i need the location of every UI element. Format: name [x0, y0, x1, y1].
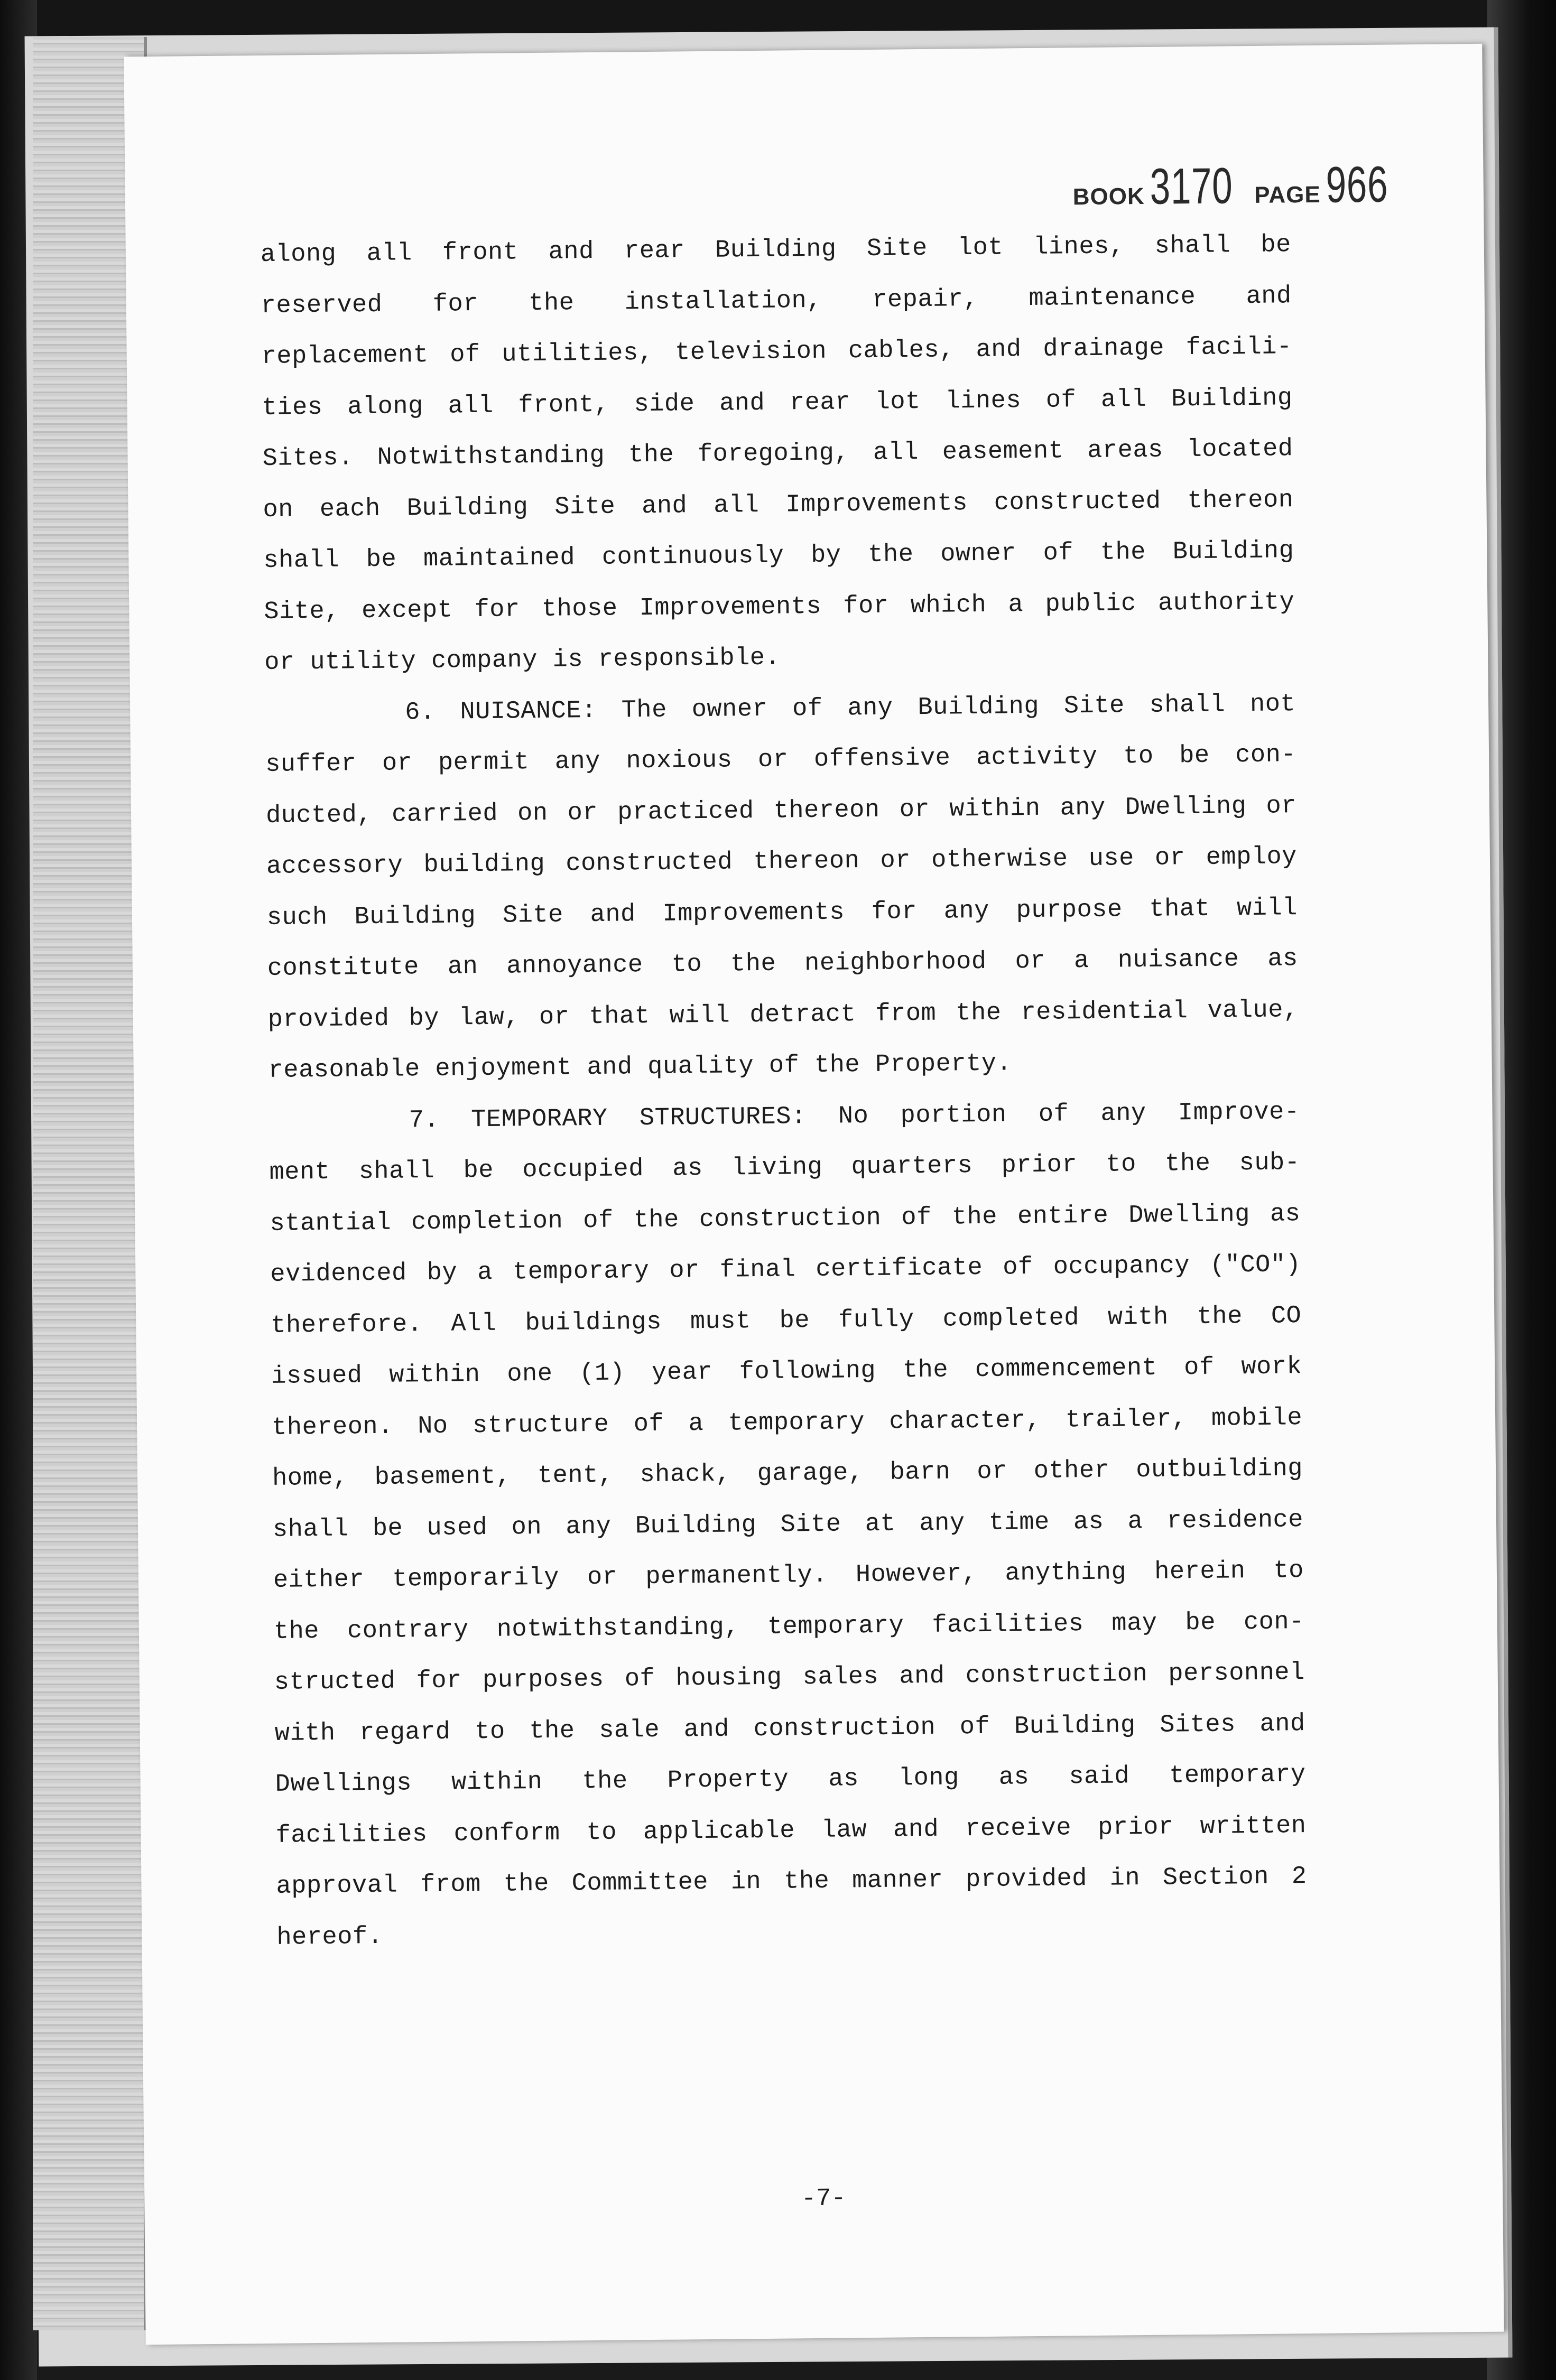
page-label: PAGE — [1254, 181, 1321, 208]
text-line: ties along all front, side and rear lot lines of all Building — [262, 384, 1293, 422]
section-heading-temporary-structures: 7. TEMPORARY STRUCTURES: No portion of any Improve- — [409, 1098, 1300, 1135]
text-line: reasonable enjoyment and quality of the Property. — [268, 1049, 1012, 1085]
text-line: Dwellings within the Property as long as said temporary — [275, 1761, 1306, 1799]
text-line: ducted, carried on or practiced thereon or within any Dwelling or — [265, 792, 1297, 830]
text-line: ment shall be occupied as living quarters prior to the sub- — [269, 1149, 1300, 1187]
text-line: either temporarily or permanently. However, anything herein to — [273, 1557, 1304, 1595]
text-line: reserved for the installation, repair, maintenance and — [261, 282, 1292, 320]
document-page — [124, 44, 1504, 2345]
text-line: along all front and rear Building Site lot lines, shall be — [260, 231, 1292, 269]
section-heading-nuisance: 6. NUISANCE: The owner of any Building Site shall not — [404, 690, 1296, 727]
text-line: suffer or permit any noxious or offensive activity to be con- — [265, 741, 1296, 779]
text-line: therefore. All buildings must be fully completed with the CO — [271, 1301, 1302, 1340]
text-line: constitute an annoyance to the neighborhood or a nuisance as — [267, 945, 1299, 983]
book-number: 3170 — [1150, 157, 1233, 215]
page-number: -7- — [801, 2184, 846, 2214]
text-line: structed for purposes of housing sales and construction personnel — [274, 1659, 1305, 1697]
text-line: approval from the Committee in the manner provided in Section 2 — [276, 1863, 1307, 1901]
text-line: home, basement, tent, shack, garage, barn or other outbuilding — [272, 1455, 1303, 1493]
text-line: issued within one (1) year following the commencement of work — [271, 1353, 1302, 1391]
text-line: shall be used on any Building Site at any time as a residence — [272, 1505, 1304, 1544]
text-line: Site, except for those Improvements for which a public authority — [264, 588, 1295, 626]
text-line: accessory building constructed thereon or otherwise use or employ — [266, 843, 1298, 881]
text-line: stantial completion of the construction of the entire Dwelling as — [270, 1200, 1301, 1238]
text-line: hereof. — [276, 1922, 383, 1952]
text-line: evidenced by a temporary or final certificate of occupancy ("CO") — [270, 1251, 1301, 1289]
body-text — [260, 220, 1307, 1964]
text-line: with regard to the sale and construction of Building Sites and — [274, 1709, 1305, 1748]
book-label: BOOK — [1072, 183, 1145, 210]
book-page-reference — [1072, 155, 1396, 217]
text-line: such Building Site and Improvements for any purpose that will — [266, 894, 1298, 932]
text-line: Sites. Notwithstanding the foregoing, all easement areas located — [262, 435, 1293, 473]
text-line: thereon. No structure of a temporary character, trailer, mobile — [271, 1403, 1303, 1442]
text-line: the contrary notwithstanding, temporary facilities may be con- — [273, 1607, 1305, 1646]
text-line: on each Building Site and all Improvements constructed thereon — [263, 486, 1294, 524]
text-line: facilities conform to applicable law and receive prior written — [275, 1811, 1307, 1850]
page-number-stamp: 966 — [1326, 156, 1388, 213]
text-line: or utility company is responsible. — [264, 644, 781, 677]
text-line: replacement of utilities, television cables, and drainage facili- — [261, 333, 1292, 371]
text-line: provided by law, or that will detract from the residential value, — [267, 996, 1299, 1034]
text-line: shall be maintained continuously by the owner of the Building — [263, 537, 1294, 575]
